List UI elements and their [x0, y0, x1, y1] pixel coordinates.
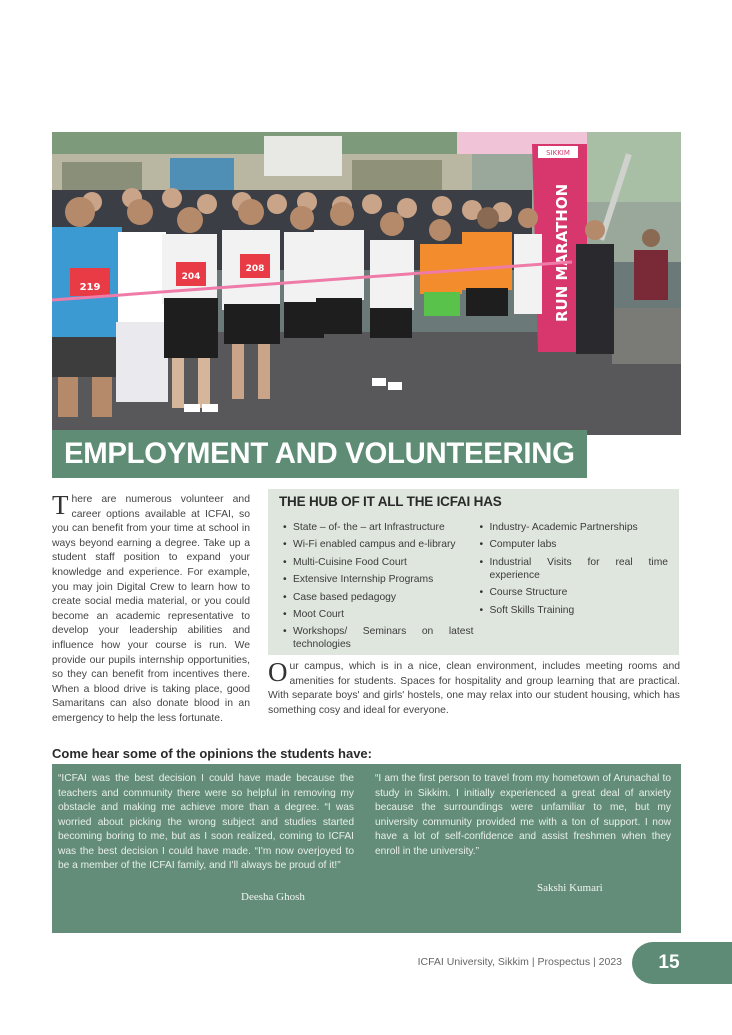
- opinions-heading: Come hear some of the opinions the students have:: [52, 746, 372, 761]
- campus-text: ur campus, which is in a nice, clean environment, includes meeting rooms and amenities for students. Spaces for hospitality and group learning that are practical. With separate boys' and girls' hostels, one may relax into our student housing, which has something cosy and ideal for everyone.: [268, 661, 680, 716]
- marathon-photo: [52, 132, 681, 435]
- section-heading: EMPLOYMENT AND VOLUNTEERING: [52, 430, 587, 478]
- campus-dropcap: O: [268, 657, 288, 687]
- hub-item: • Industrial Visits for real time experience: [479, 556, 668, 582]
- hub-item: • Workshops/ Seminars on latest technologies: [283, 625, 473, 651]
- testimonial-author: Sakshi Kumari: [537, 882, 603, 894]
- testimonial-quote: “I am the first person to travel from my hometown of Arunachal to study in Sikkim. I initially experienced a great deal of anxiety because the surroundings were unfamiliar to me, but my university community provided me with a ton of support. I now have a lot of self-confidence and assist freshmen when they enroll in the university.”: [375, 773, 671, 857]
- hub-box: [268, 489, 679, 655]
- hub-item: • Wi-Fi enabled campus and e-library: [283, 538, 473, 551]
- hub-item: • State – of- the – art Infrastructure: [283, 521, 473, 534]
- footer-doc: Prospectus | 2023: [537, 956, 622, 968]
- hub-item: • Industry- Academic Partnerships: [479, 521, 668, 534]
- bib-number-text: 219: [79, 282, 101, 293]
- hub-item: • Computer labs: [479, 538, 668, 551]
- hub-item: • Extensive Internship Programs: [283, 573, 473, 586]
- page-number: 15: [658, 952, 680, 973]
- page-number-tab: [632, 942, 732, 984]
- hub-title: THE HUB OF IT ALL THE ICFAI HAS: [279, 494, 502, 509]
- hub-list-left: [279, 521, 473, 656]
- campus-paragraph: [268, 657, 680, 718]
- intro-dropcap: T: [52, 490, 69, 520]
- hub-item: • Course Structure: [479, 586, 668, 599]
- testimonial-quote: “ICFAI was the best decision I could have made because the teachers and community there were so helpful in removing my obstacle and making me achieve more than a degree. “I was worried about picking the wrong subject and studies started becoming boring to me, but as I soon realized, coming to ICFAI was the best decision I could have made. “I'm now overjoyed to be a member of the ICFAI family, and I'll always be proud of it!”: [58, 773, 354, 871]
- footer-separator: |: [531, 956, 535, 968]
- hub-item: • Soft Skills Training: [479, 604, 668, 617]
- intro-paragraph: [52, 490, 250, 727]
- hub-item: • Moot Court: [283, 608, 473, 621]
- hub-columns: [279, 521, 668, 656]
- testimonials-box: [52, 764, 681, 933]
- footer-caption: [400, 956, 622, 968]
- banner-main-text: RUN MARATHON: [553, 183, 571, 322]
- bib-number-text: 204: [181, 272, 201, 282]
- testimonial-author: Deesha Ghosh: [241, 891, 305, 903]
- hub-item: • Case based pedagogy: [283, 591, 473, 604]
- banner-top-text: SIKKIM: [546, 149, 570, 157]
- hub-list-right: [479, 521, 668, 656]
- hub-item: • Multi-Cuisine Food Court: [283, 556, 473, 569]
- marathon-start-photo-icon: [52, 132, 681, 435]
- footer-university: ICFAI University, Sikkim: [417, 956, 529, 968]
- bib-number-text: 208: [245, 264, 265, 274]
- intro-text: here are numerous volunteer and career options available at ICFAI, so you can benefit from your time at school in ways beyond earning a degree. Take up a student staff position to expand your knowledge and experience. For example, you may join Digital Crew to learn how to create social media material, or you could become an academic representative to develop your leadership abilities and influence how your course is run. We provide our pupils internship opportunities, so they can benefit from incentives there. When a blood drive is taking place, good Samaritans can also donate blood in an emergency to help the less fortunate.: [52, 494, 250, 724]
